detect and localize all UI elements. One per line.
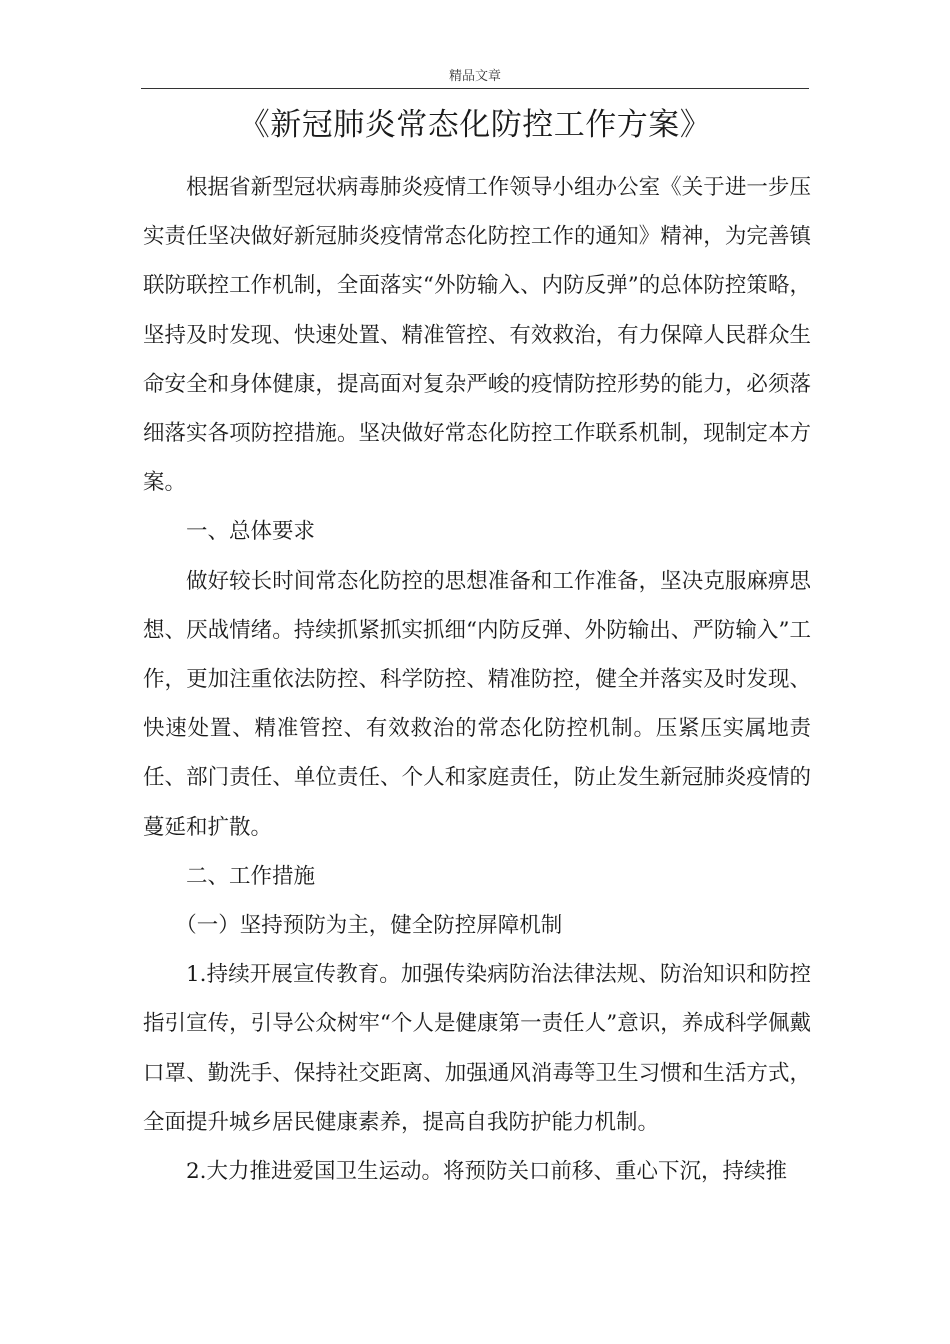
- page-header: [141, 68, 809, 89]
- document-title: 《新冠肺炎常态化防控工作方案》: [238, 107, 712, 143]
- paragraph-item-2: 2.大力推进爱国卫生运动。将预防关口前移、重心下沉，持续推: [186, 1159, 788, 1185]
- subsection-heading-prevention: （一）坚持预防为主，健全防控屏障机制: [175, 913, 563, 939]
- document-body: [143, 163, 811, 1196]
- paragraph-overall-requirements: 做好较长时间常态化防控的思想准备和工作准备，坚决克服麻痹思想、厌战情绪。持续抓紧抓实抓细“内防反弹、外防输出、严防输入”工作，更加注重依法防控、科学防控、精准防控，健全并落实及时发现、快速处置、精准管控、有效救治的常态化防控机制。压紧压实属地责任、部门责任、单位责任、个人和家庭责任，防止发生新冠肺炎疫情的蔓延和扩散。: [143, 568, 811, 840]
- section-heading-work-measures: 二、工作措施: [186, 863, 316, 889]
- paragraph-intro: 根据省新型冠状病毒肺炎疫情工作领导小组办公室《关于进一步压实责任坚决做好新冠肺炎疫情常态化防控工作的通知》精神，为完善镇联防联控工作机制，全面落实“外防输入、内防反弹”的总体防控策略，坚持及时发现、快速处置、精准管控、有效救治，有力保障人民群众生命安全和身体健康，提高面对复杂严峻的疫情防控形势的能力，必须落细落实各项防控措施。坚决做好常态化防控工作联系机制，现制定本方案。: [143, 175, 811, 496]
- paragraph-item-1: 1.持续开展宣传教育。加强传染病防治法律法规、防治知识和防控指引宣传，引导公众树牢“个人是健康第一责任人”意识，养成科学佩戴口罩、勤洗手、保持社交距离、加强通风消毒等卫生习惯和生活方式，全面提升城乡居民健康素养，提高自我防护能力机制。: [143, 962, 811, 1135]
- section-heading-overall-requirements: 一、总体要求: [186, 519, 316, 545]
- header-label: 精品文章: [448, 69, 501, 84]
